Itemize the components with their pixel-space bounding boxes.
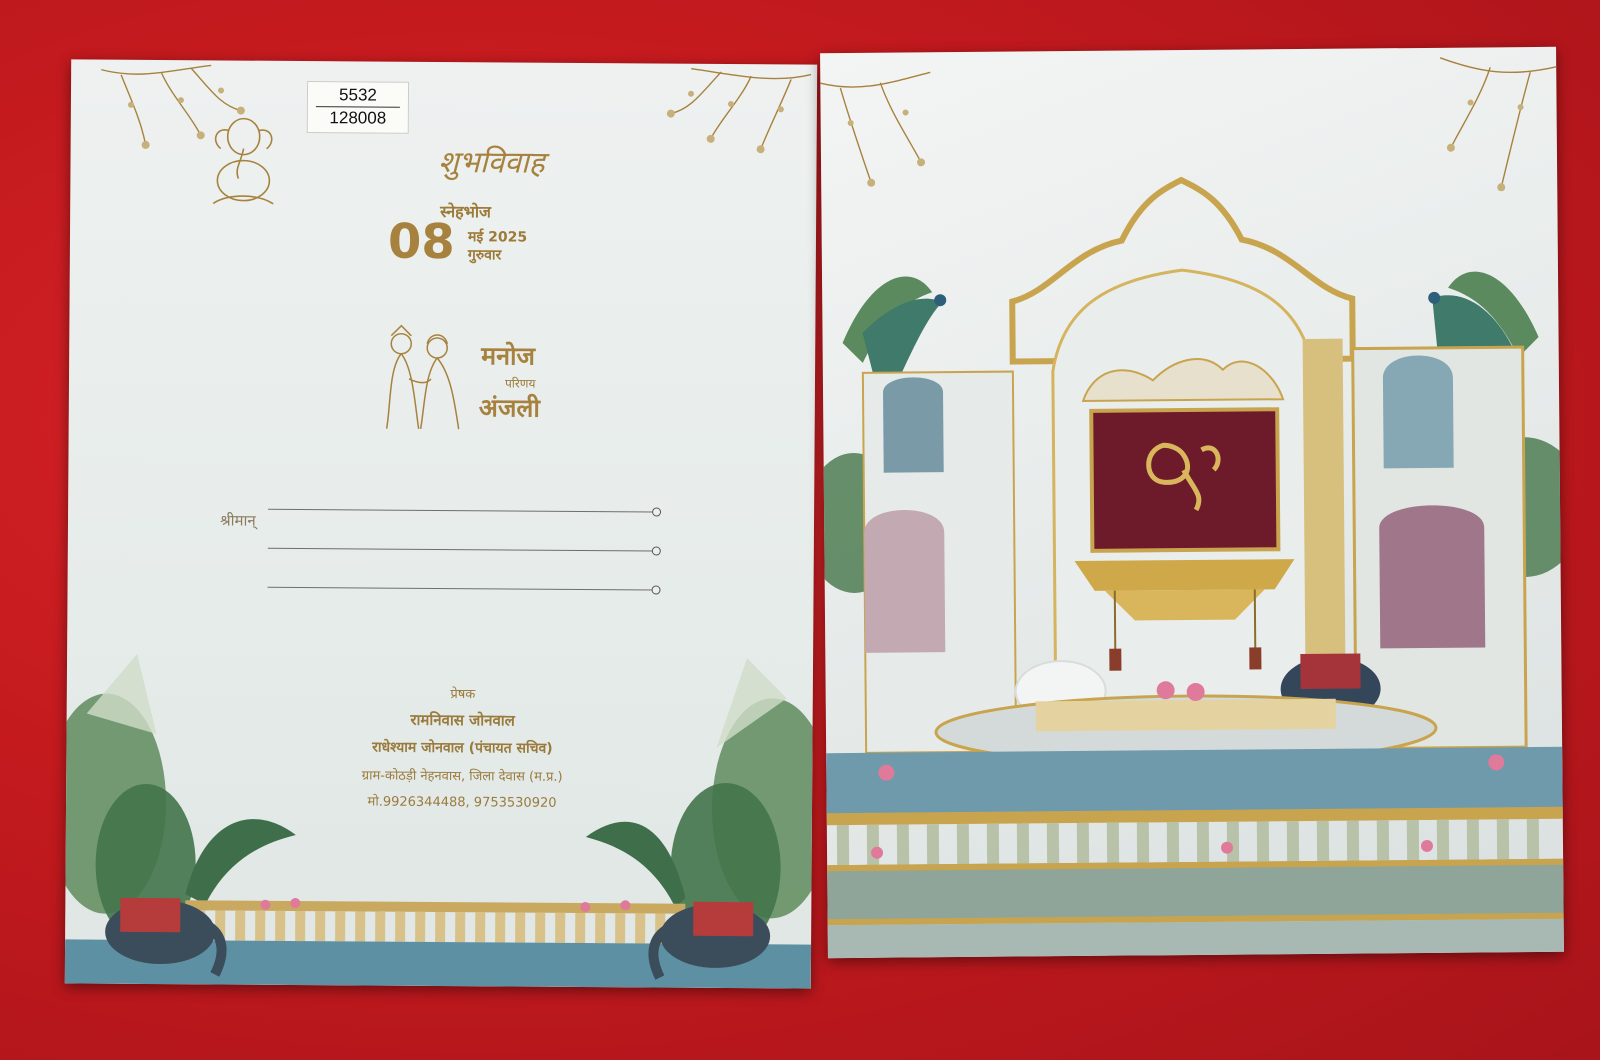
title-shubh-vivah: शुभविवाह	[438, 144, 545, 181]
invitation-cover-card	[820, 47, 1564, 958]
envelope-card	[65, 59, 817, 988]
sender-phone: मो.9926344488, 9753530920	[367, 794, 557, 811]
floral-branch-top-left	[820, 72, 931, 183]
address-line-dot	[652, 507, 661, 516]
groom-name: मनोज	[481, 341, 536, 371]
couple-illustration	[369, 323, 470, 434]
date-weekday: गुरुवार	[467, 247, 502, 264]
date-month-year: मई 2025	[467, 229, 528, 246]
sender-name-2: राधेश्याम जोनवाल (पंचायत सचिव)	[372, 739, 553, 757]
reception-label: स्नेहभोज	[440, 201, 492, 222]
address-line-3	[268, 587, 654, 591]
palace-garden-scene	[65, 653, 813, 988]
price-sticker	[307, 81, 409, 134]
sender-label: प्रेषक	[450, 687, 476, 703]
address-line-1	[268, 509, 654, 513]
address-line-dot	[652, 546, 661, 555]
addressee-label: श्रीमान्	[219, 511, 256, 530]
sender-address: ग्राम-कोठड़ी नेहनवास, जिला देवास (म.प्र.)	[361, 768, 563, 785]
sender-name-1: रामनिवास जोनवाल	[410, 710, 515, 730]
palace-jharokha-illustration	[820, 47, 1564, 958]
sticker-code: 5532	[316, 84, 400, 108]
sticker-number: 128008	[329, 108, 387, 128]
address-line-dot	[652, 585, 661, 594]
bride-name: अंजली	[478, 393, 540, 423]
weds-label: परिणय	[504, 376, 536, 391]
ganesha-icon	[198, 108, 289, 209]
date-day: 08	[387, 213, 455, 271]
address-line-2	[268, 548, 654, 552]
floral-branch-top-right	[1440, 57, 1557, 188]
floral-branch-top-right	[631, 63, 812, 164]
